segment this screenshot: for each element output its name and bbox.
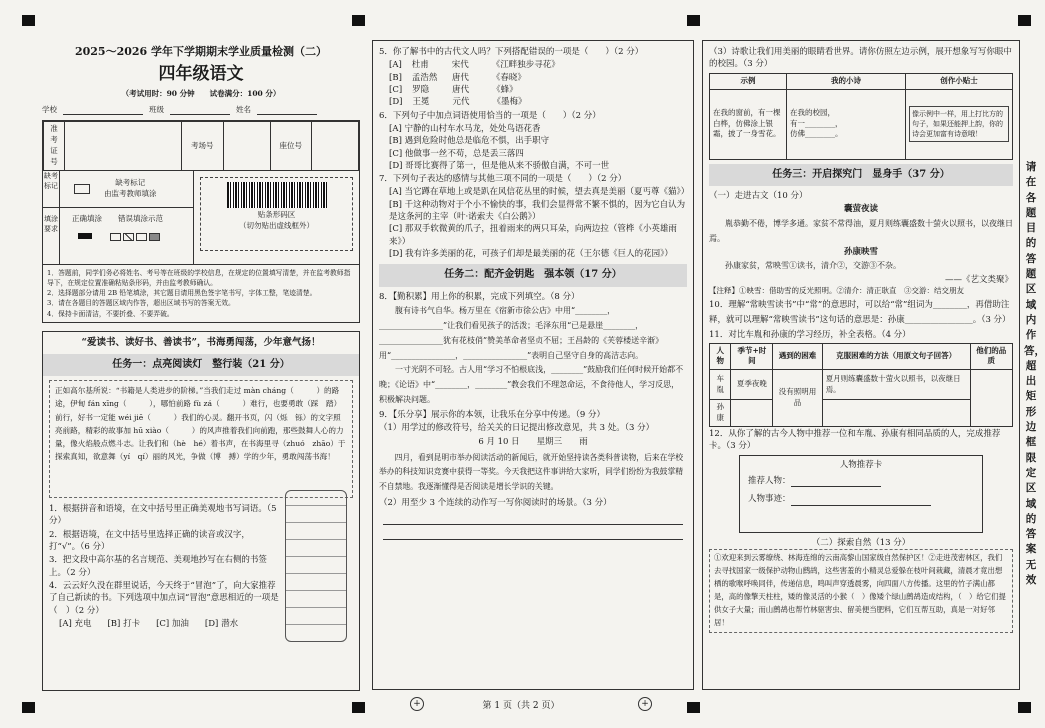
- instruction-item: 3．请在各题目的答题区域内作答，超出区域书写的答案无效。: [47, 299, 235, 308]
- registration-mark: [1018, 15, 1031, 26]
- student-info-row: [42, 105, 360, 116]
- table-cell: 车胤: [710, 370, 731, 400]
- q5-options: [379, 59, 687, 108]
- seat-label: 座位号: [270, 122, 312, 171]
- barcode-image: [227, 182, 327, 208]
- registration-mark: [687, 15, 700, 26]
- ticket-field[interactable]: [65, 122, 182, 171]
- exam-room-field[interactable]: [223, 122, 270, 171]
- task1-passage-box: [49, 380, 353, 498]
- answer-line[interactable]: [383, 525, 683, 540]
- question-1: 1．根据拼音和语境，在文中括号里正确美观地书写词语。（5 分）: [49, 504, 277, 527]
- column-middle: [372, 40, 694, 690]
- section-2-title: （二）探索自然（13 分）: [811, 537, 911, 548]
- option-era: 唐代: [451, 72, 469, 83]
- question-7: 7．下列句子表达的感情与其他三项不同的一项是（ ）（2 分）: [379, 174, 627, 185]
- option-work: 《春晓》: [491, 72, 526, 83]
- task1-title: 任务一：点亮阅读灯 整行装（21 分）: [43, 354, 359, 377]
- story2-text: 孙康家贫，常映雪①读书，清介②，交游③不杂。: [725, 261, 901, 271]
- table-header: 他们的品质: [970, 343, 1013, 370]
- subject-title: 四年级语文: [158, 63, 244, 84]
- wrong-fill-label: 错误填涂示范: [118, 213, 163, 223]
- instruction-item: 4．保持卡面清洁，不要折叠、不要弄破。: [47, 309, 174, 318]
- recommend-card: [739, 455, 983, 533]
- table-cell: 夏季夜晚: [731, 370, 773, 400]
- class-label: 班级: [149, 105, 164, 115]
- story1-text: 胤恭勤不倦，博学多通。家贫不常得油，夏月则练囊盛数十萤火以照书，以夜继日焉。: [709, 218, 1013, 243]
- wrong-fill-sample: [149, 233, 160, 241]
- nature-passage: ①欢迎来到云雾缭绕、林海连绵的云南高黎山国家级自然保护区！②走进茂密林区，我们去寻找国家一级保护动物山鹧鸪，这些害羞的小精灵总爱躲在枝叶间栽藏，清晨才竟出想栖的歌喉呼唤同伴，传递信息，鸣叫声穿透晨雾，向四面八方传播。这里的竹子满山都是，高的像擎天柱柱，矮的像灵活的小猴（ ）像矮个绿山鹧鸪造成结构，（ ）给它们提供女子大量；而山鹧鸪也帮竹林驱害虫、留美便当肥料，它们互帮互助，真是一对好邻居！: [709, 549, 1013, 633]
- option-name: 王冕: [412, 97, 430, 108]
- class-field[interactable]: [170, 105, 230, 115]
- table-cell-answer[interactable]: [970, 370, 1013, 427]
- exam-title: 2025～2026 学年下学期期末学业质量检测（二）: [74, 45, 328, 58]
- question-10[interactable]: 10．理解“常映雪读书”中“常”的意思时，可以给“常”组词为________，再借助注释，就可以理解“常映雪读书”这句话的意思是：孙康________________。（3 分）: [709, 299, 1011, 325]
- wrong-fill-sample: [136, 233, 147, 241]
- table-header: 遇到的困难: [773, 343, 822, 370]
- answer-line[interactable]: [383, 510, 683, 525]
- question-11: 11．对比车胤和孙康的学习经历，补全表格。（4 分）: [709, 330, 911, 341]
- option-d[interactable]: [D] 潜水: [204, 618, 239, 629]
- option-era: 元代: [452, 97, 470, 108]
- poem-line: 在我的校园，: [790, 107, 835, 117]
- column-left: [42, 40, 360, 691]
- table-header: 季节+时间: [731, 343, 773, 370]
- poem-header: 创作小贴士: [906, 73, 1013, 89]
- column-right: [702, 40, 1020, 690]
- story-source: ——《艺文类聚》: [944, 274, 1013, 285]
- table-header: 克服困难的方法（用原文句子回答）: [822, 343, 970, 370]
- time-score: （考试用时：90 分钟 试卷满分：100 分）: [121, 88, 281, 98]
- option-name: 杜甫: [411, 60, 429, 71]
- barcode-label: 贴条形码区: [257, 209, 296, 219]
- question-5: 5．你了解书中的古代文人吗？下列搭配错误的一项是（ ）（2 分）: [379, 47, 644, 57]
- table-cell-answer[interactable]: [822, 400, 970, 427]
- poem-line[interactable]: 仿佛________。: [790, 129, 843, 139]
- poem-tip: 像示例中一样，用上打比方的句子，如果还能押上韵，你的诗会更加富有诗意哦！: [909, 106, 1009, 142]
- page-footer: 第 1 页（共 2 页）: [482, 701, 560, 711]
- ticket-label: 准考证号: [44, 122, 65, 171]
- option-b[interactable]: [B] 遇到危险时他总是临危不惧，出手职守: [389, 136, 550, 147]
- card-story-field[interactable]: [791, 496, 931, 506]
- registration-mark: [22, 15, 35, 26]
- instruction-item: 1．答题前，同学们务必将姓名、考号等在班级的学校信息，在规定的位置填写清楚，并在监考教师指导下，在规定位置准确粘贴条形码，并由监考教师确认。: [47, 268, 351, 288]
- option-era: 宋代: [451, 60, 469, 71]
- card-person-label: 推荐人物：: [748, 476, 791, 487]
- option-c[interactable]: [C] 他做事一丝不苟，总是丢三落四: [389, 148, 524, 159]
- option-c[interactable]: [C] 那双手软微黄的爪子，扭着雨来的两只耳朵，向两边拉（管桦《小英雄雨来》）: [389, 224, 677, 247]
- q8-text-2[interactable]: 一寸光阴不可轻。古人用“学习不怕根底浅，________”鼓励我们任何时候开始都不晚；《论语》中“________，________”教会我们不理忽命运，不食待他人，学习反思，积极解决问题。: [379, 365, 684, 404]
- seat-field[interactable]: [312, 122, 359, 171]
- annotation: 【注释】①映雪：借助雪的反光照明。②清介：清正耿直 ③交游：结交朋友: [709, 285, 964, 295]
- story1-title: 囊萤夜读: [843, 204, 878, 215]
- question-3: 3．把文段中高尔基的名言规范、美观地抄写在右侧的书签上。（2 分）: [49, 555, 267, 578]
- q8-text-1[interactable]: 腹有诗书气自华。杨万里在《宿新市徐公店》中用“________，________________”让我们看见孩子的活泼；毛泽东用“已是悬崖________，________________犹有花枝俏”赞美革命者坚贞不屈；王昌龄的《芙蓉楼送辛渐》用“________________，________________”表明自己坚守自身的高洁志向。: [379, 306, 664, 360]
- poem-table: [709, 73, 1013, 160]
- table-cell: 没有照明用品: [773, 370, 822, 427]
- name-label: 姓名: [236, 105, 251, 115]
- option-name: 罗隐: [412, 84, 430, 95]
- option-work: 《蜂》: [492, 84, 518, 95]
- barcode-note: （切勿贴出虚线框外）: [239, 220, 314, 230]
- poem-line[interactable]: 有一________，: [790, 118, 843, 128]
- option-work: 《墨梅》: [492, 97, 527, 108]
- diary-text[interactable]: 四月，看到昆明市举办阅读活动的新闻后，就开始坚持读各类科普读物，后来在学校举办的科技知识竞赛中获得一等奖。今天我把这件事讲给大家听，同学们纷纷为我鼓掌精不自禁地。我逐渐懂得是否阅读是增长学识的关键。: [379, 452, 684, 492]
- crosshair-mark: +: [410, 697, 424, 711]
- option-c[interactable]: [C]: [389, 84, 403, 95]
- instructions: [43, 264, 359, 322]
- absent-label: 缺考标记: [43, 171, 60, 207]
- option-d[interactable]: [D]: [389, 97, 403, 108]
- fill-label: 填涂要求: [43, 208, 60, 264]
- wrong-fill-sample: [123, 233, 134, 241]
- side-instruction: 请在各题目的答题区域内作答，超出矩形边框限定区域的答案无效: [1024, 161, 1045, 587]
- wrong-fill-sample: [110, 233, 121, 241]
- option-b[interactable]: [B] 千这种动物对于个小不愉快的事，我们会显得常不繁不惧的，因为它自认为是这条河的主宰（叶·诺索夫《白公鹅》）: [389, 199, 686, 223]
- instruction-item: 2．选择题部分请用 2B 铅笔填涂，其它题目请用黑色签字笔书写，字体工整，笔迹清楚。: [47, 289, 317, 298]
- question-2: 2．根据语境，在文中括号里选择正确的读音或汉字，打“√”。（6 分）: [49, 529, 250, 552]
- poem-example: 在我的窗前，有一棵白桦，仿佛涂上银霜，披了一身雪花。: [710, 89, 787, 159]
- correct-fill-label: 正确填涂: [72, 213, 102, 223]
- option-name: 孟浩然: [411, 72, 438, 83]
- exam-room-label: 考场号: [182, 122, 224, 171]
- option-b[interactable]: [B] 打卡: [107, 618, 141, 629]
- option-a[interactable]: [A] 当它蹲在草地上或是趴在风信花丛里的时候，望去真是美丽（夏丐尊《猫》）: [389, 187, 690, 198]
- story2-title: 孙康映雪: [843, 247, 878, 257]
- poem-header: 示例: [710, 73, 787, 89]
- slogan: “爱读书、读好书、善读书”，书海勇闯荡，少年意气扬！: [81, 336, 321, 348]
- option-era: 唐代: [452, 84, 470, 95]
- option-b[interactable]: [B]: [389, 72, 402, 83]
- option-d[interactable]: [D] 我有许多美丽的花，可孩子们却是最美丽的花（王尔德《巨人的花园》）: [389, 249, 673, 259]
- section-1-title: （一）走进古文（10 分）: [709, 191, 808, 201]
- task1-questions: [43, 498, 285, 630]
- option-c[interactable]: [C] 加油: [156, 618, 189, 629]
- table-cell-answer[interactable]: [731, 400, 773, 427]
- bookmark-writing-area[interactable]: [285, 490, 347, 642]
- question-9-3: （3）诗歌让我们用美丽的眼睛看世界。请你仿照左边示例，展开想象写写你眼中的校园。（3 分）: [709, 47, 1012, 70]
- school-field[interactable]: [63, 105, 143, 115]
- answer-sheet-header: [42, 120, 360, 322]
- absent-note: 缺考标记 由监考教师填涂: [104, 177, 157, 198]
- table-header: 人物: [710, 343, 731, 370]
- question-9-1: （1）用学过的修改符号，给关关的日记提出修改意见，共 3 处。（3 分）: [379, 423, 655, 434]
- option-a[interactable]: [A]: [389, 60, 402, 71]
- school-label: 学校: [42, 105, 57, 115]
- poem-header: 我的小诗: [787, 73, 906, 89]
- task3-title: 任务三：开启探究门 显身手（37 分）: [709, 164, 1013, 187]
- barcode-area: [200, 177, 353, 251]
- option-a[interactable]: [A] 充电: [59, 618, 92, 629]
- table-cell: 孙康: [710, 400, 731, 427]
- card-story-label: 人物事迹：: [748, 494, 791, 505]
- task2-title: 任务二：配齐金钥匙 强本领（17 分）: [379, 264, 687, 287]
- diary-date: 6 月 10 日 星期三 雨: [478, 437, 588, 448]
- table-row: [710, 370, 1013, 400]
- correct-fill-sample: [78, 233, 92, 239]
- question-9: 9．【乐分享】展示你的本领，让我乐在分享中传递。（9 分）: [379, 409, 606, 420]
- task1-passage: 正如高尔基所说：“书籍是人类进步的阶梯。”当我们走过 màn cháng（ ）的路途，伊甸 fán xīng（ ），哪怕前路 fù zá（ ）难行，也要勇敢（踩 踏）前行，好书一定能 wéi jiē（ ）我们的心灵。翻开书页，闪（烁 铄）的文字照亮前路，精彩的故事加 hū xiào（ ）的风声推着我们向前跑，那些鼓舞人心的力量，像火焰般点燃斗志。让我们和（hè hé）着书声，在书海里寻（zhuó zhāo）于探索真知，欲意舞（yí qí）丽的风光，争做（博 搏）学的少年，勇敢闯荡书海！: [55, 386, 346, 462]
- table-row: [710, 400, 1013, 427]
- card-title: 人物推荐卡: [839, 459, 883, 470]
- name-field[interactable]: [257, 105, 317, 115]
- q4-options: [59, 618, 279, 630]
- question-8: 8．【勤积累】用上你的积累，完成下列填空。（8 分）: [379, 291, 580, 302]
- option-d[interactable]: [D] 哥哥比赛得了第一，但是他从来不骄傲自满，不可一世: [389, 160, 610, 171]
- task1-box: [42, 331, 360, 691]
- absent-checkbox[interactable]: [74, 184, 90, 194]
- option-work: 《江畔独步寻花》: [491, 60, 560, 71]
- table-cell: 夏月则练囊盛数十萤火以照书，以夜继日焉。: [822, 370, 970, 400]
- question-6: 6．下列句子中加点词语使用恰当的一项是（ ）（2 分）: [379, 110, 601, 121]
- question-4: 4．云云好久没在群里说话，今天终于“冒泡”了，向大家推荐了自己新读的书。下列选项中加点词“冒泡”意思相近的一项是（ ）（2 分）: [49, 580, 279, 616]
- comparison-table: [709, 343, 1013, 428]
- card-person-field[interactable]: [791, 477, 881, 487]
- registration-mark: [352, 15, 365, 26]
- option-a[interactable]: [A] 宁静的山村车水马龙，处处鸟语花香: [389, 123, 541, 134]
- crosshair-mark: +: [638, 697, 652, 711]
- question-12: 12．从你了解的古今人物中推荐一位和车胤、孙康有相同品质的人，完成推荐卡。（3 分）: [709, 429, 1001, 452]
- question-9-2: （2）用至少 3 个连续的动作写一写你阅读时的场景。（3 分）: [379, 498, 612, 509]
